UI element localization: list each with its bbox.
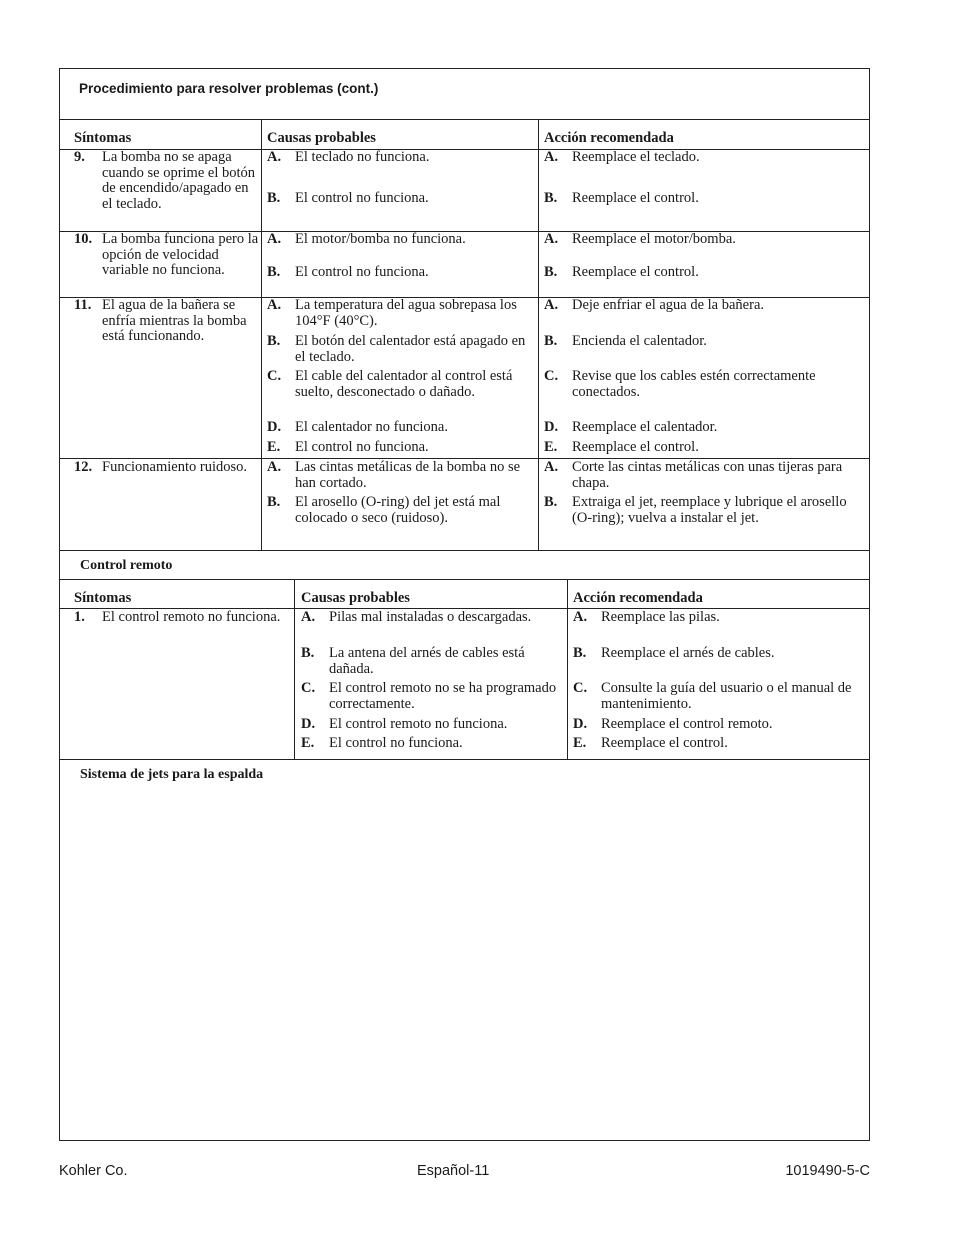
column-divider bbox=[567, 579, 568, 759]
action-item bbox=[544, 232, 864, 248]
item-text: Consulte la guía del usuario o el manual de mantenimiento. bbox=[601, 680, 852, 712]
cause-item bbox=[267, 232, 535, 248]
item-letter: B. bbox=[544, 190, 558, 206]
item-text: Reemplace el control. bbox=[572, 439, 699, 455]
item-text: El calentador no funciona. bbox=[295, 419, 448, 435]
cause-item bbox=[267, 298, 535, 329]
item-text: Pilas mal instaladas o descargadas. bbox=[329, 609, 532, 625]
item-letter: B. bbox=[267, 190, 281, 206]
symptom-number: 1. bbox=[74, 609, 85, 625]
item-letter: B. bbox=[267, 494, 281, 510]
item-text: El motor/bomba no funciona. bbox=[295, 231, 466, 247]
symptom-text: La bomba no se apaga cuando se oprime el botón de encendido/apagado en el teclado. bbox=[102, 149, 256, 212]
item-letter: D. bbox=[544, 419, 559, 435]
item-letter: B. bbox=[573, 645, 587, 661]
divider bbox=[60, 550, 869, 551]
item-letter: A. bbox=[573, 609, 588, 625]
item-text: Reemplace el control. bbox=[601, 735, 728, 751]
action-item bbox=[544, 150, 864, 166]
item-letter: C. bbox=[301, 680, 316, 696]
item-letter: E. bbox=[267, 439, 281, 455]
symptom-12 bbox=[74, 460, 260, 476]
symptom-remote-1 bbox=[74, 610, 293, 626]
action-item bbox=[573, 610, 865, 626]
action-item bbox=[544, 495, 864, 526]
symptom-text: El agua de la bañera se enfría mientras la bomba está funcionando. bbox=[102, 297, 247, 345]
item-text: Las cintas metálicas de la bomba no se han cortado. bbox=[295, 459, 521, 491]
cause-item bbox=[301, 610, 565, 626]
action-item bbox=[544, 440, 864, 456]
item-text: Corte las cintas metálicas con unas tijeras para chapa. bbox=[572, 459, 843, 491]
item-letter: D. bbox=[267, 419, 282, 435]
cause-item bbox=[301, 681, 565, 712]
item-letter: E. bbox=[544, 439, 558, 455]
cause-item bbox=[267, 334, 535, 365]
item-text: Reemplace el arnés de cables. bbox=[601, 645, 775, 661]
divider bbox=[60, 759, 869, 760]
item-text: El botón del calentador está apagado en el teclado. bbox=[295, 333, 526, 365]
symptom-text: La bomba funciona pero la opción de velocidad variable no funciona. bbox=[102, 231, 259, 279]
cause-item bbox=[267, 495, 535, 526]
item-text: Extraiga el jet, reemplace y lubrique el arosello (O-ring); vuelva a instalar el jet. bbox=[572, 494, 847, 526]
item-text: El control no funciona. bbox=[329, 735, 463, 751]
item-letter: B. bbox=[301, 645, 315, 661]
item-text: Reemplace las pilas. bbox=[601, 609, 720, 625]
footer-company: Kohler Co. bbox=[59, 1163, 128, 1179]
symptom-text: Funcionamiento ruidoso. bbox=[102, 459, 247, 475]
footer-doc-number: 1019490-5-C bbox=[785, 1163, 870, 1179]
symptom-10 bbox=[74, 232, 260, 279]
item-letter: B. bbox=[267, 333, 281, 349]
item-letter: B. bbox=[267, 264, 281, 280]
item-text: El control remoto no funciona. bbox=[329, 716, 508, 732]
item-letter: D. bbox=[573, 716, 588, 732]
item-letter: C. bbox=[267, 368, 282, 384]
divider bbox=[60, 579, 869, 580]
cause-item bbox=[267, 150, 535, 166]
section-title-back-jets: Sistema de jets para la espalda bbox=[80, 767, 264, 782]
section-title-control-remoto: Control remoto bbox=[80, 558, 173, 573]
item-letter: C. bbox=[573, 680, 588, 696]
cause-item bbox=[267, 440, 535, 456]
cause-item bbox=[267, 369, 535, 400]
action-item bbox=[544, 191, 864, 207]
item-letter: A. bbox=[544, 297, 559, 313]
item-letter: C. bbox=[544, 368, 559, 384]
header-symptoms: Síntomas bbox=[74, 590, 132, 606]
page-title: Procedimiento para resolver problemas (cont.) bbox=[79, 81, 379, 96]
item-letter: A. bbox=[544, 149, 559, 165]
item-letter: E. bbox=[573, 735, 587, 751]
symptom-9 bbox=[74, 150, 260, 212]
symptom-text: El control remoto no funciona. bbox=[102, 609, 281, 625]
action-item bbox=[544, 460, 864, 491]
item-text: El control no funciona. bbox=[295, 264, 429, 280]
cause-item bbox=[267, 191, 535, 207]
item-text: El teclado no funciona. bbox=[295, 149, 430, 165]
footer-page-number: Español-11 bbox=[417, 1163, 490, 1179]
item-text: El arosello (O-ring) del jet está mal colocado o seco (ruidoso). bbox=[295, 494, 501, 526]
cause-item bbox=[301, 646, 565, 677]
item-text: Reemplace el teclado. bbox=[572, 149, 700, 165]
item-letter: B. bbox=[544, 333, 558, 349]
item-letter: A. bbox=[267, 149, 282, 165]
item-text: Revise que los cables estén correctamente conectados. bbox=[572, 368, 816, 400]
action-item bbox=[573, 681, 865, 712]
cause-item bbox=[301, 736, 565, 752]
action-item bbox=[544, 420, 864, 436]
action-item bbox=[544, 265, 864, 281]
header-actions: Acción recomendada bbox=[544, 130, 674, 146]
item-letter: A. bbox=[267, 231, 282, 247]
symptom-number: 12. bbox=[74, 459, 93, 475]
cause-item bbox=[267, 460, 535, 491]
symptom-number: 10. bbox=[74, 231, 93, 247]
action-item bbox=[573, 646, 865, 662]
divider bbox=[60, 119, 869, 120]
item-letter: B. bbox=[544, 264, 558, 280]
header-causes: Causas probables bbox=[267, 130, 376, 146]
item-text: Reemplace el motor/bomba. bbox=[572, 231, 736, 247]
column-divider bbox=[261, 119, 262, 550]
item-text: El control no funciona. bbox=[295, 439, 429, 455]
item-letter: D. bbox=[301, 716, 316, 732]
item-text: Reemplace el control. bbox=[572, 190, 699, 206]
item-text: Reemplace el control. bbox=[572, 264, 699, 280]
action-item bbox=[544, 369, 864, 400]
column-divider bbox=[294, 579, 295, 759]
item-text: El control no funciona. bbox=[295, 190, 429, 206]
item-letter: A. bbox=[301, 609, 316, 625]
item-text: Reemplace el calentador. bbox=[572, 419, 718, 435]
item-letter: E. bbox=[301, 735, 315, 751]
item-text: El cable del calentador al control está suelto, desconectado o dañado. bbox=[295, 368, 513, 400]
symptom-number: 11. bbox=[74, 297, 92, 313]
header-actions: Acción recomendada bbox=[573, 590, 703, 606]
item-text: Reemplace el control remoto. bbox=[601, 716, 773, 732]
symptom-number: 9. bbox=[74, 149, 85, 165]
page-footer bbox=[59, 1163, 870, 1183]
item-text: El control remoto no se ha programado correctamente. bbox=[329, 680, 557, 712]
symptom-11 bbox=[74, 298, 260, 345]
item-letter: A. bbox=[267, 297, 282, 313]
item-text: Encienda el calentador. bbox=[572, 333, 707, 349]
cause-item bbox=[301, 717, 565, 733]
item-letter: A. bbox=[544, 231, 559, 247]
action-item bbox=[573, 736, 865, 752]
cause-item bbox=[267, 265, 535, 281]
item-text: La antena del arnés de cables está dañada. bbox=[329, 645, 525, 677]
column-divider bbox=[538, 119, 539, 550]
item-text: Deje enfriar el agua de la bañera. bbox=[572, 297, 765, 313]
header-symptoms: Síntomas bbox=[74, 130, 132, 146]
cause-item bbox=[267, 420, 535, 436]
item-letter: A. bbox=[267, 459, 282, 475]
action-item bbox=[544, 298, 864, 314]
header-causes: Causas probables bbox=[301, 590, 410, 606]
action-item bbox=[544, 334, 864, 350]
item-letter: A. bbox=[544, 459, 559, 475]
action-item bbox=[573, 717, 865, 733]
item-text: La temperatura del agua sobrepasa los 104°F (40°C). bbox=[295, 297, 517, 329]
item-letter: B. bbox=[544, 494, 558, 510]
troubleshooting-frame bbox=[59, 68, 870, 1141]
